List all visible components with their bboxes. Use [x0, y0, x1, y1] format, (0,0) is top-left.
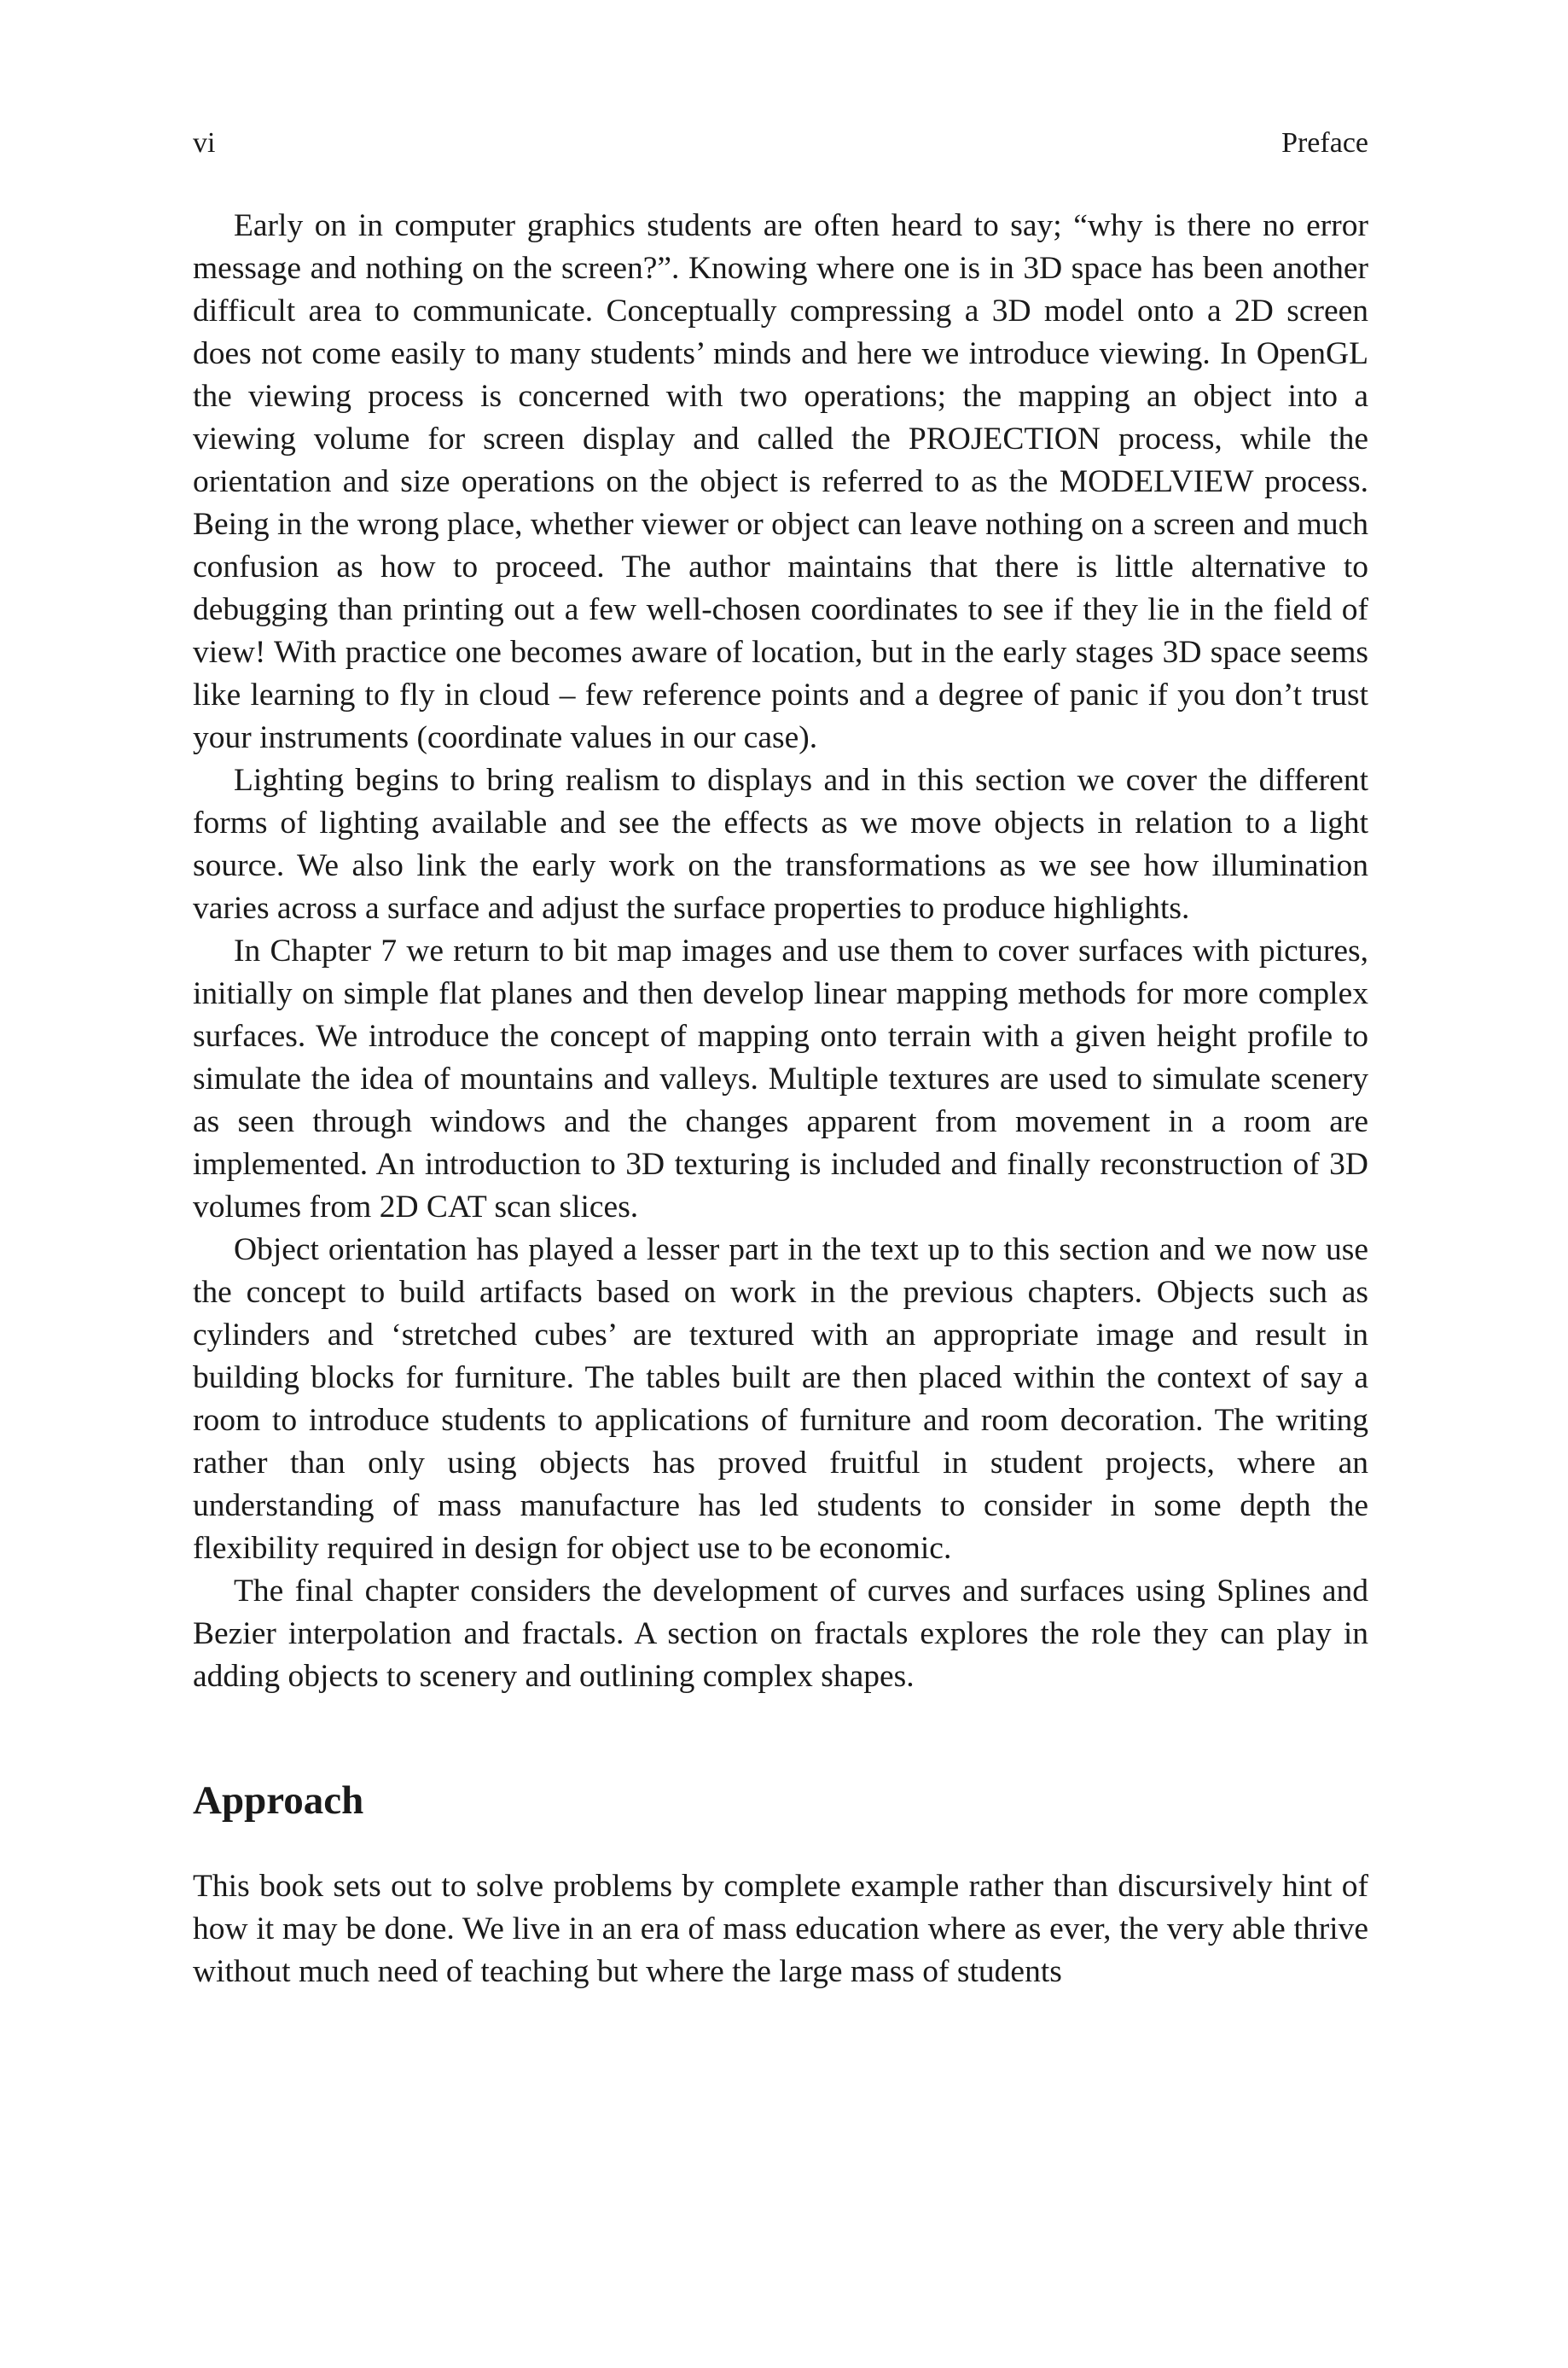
paragraph-texturing: In Chapter 7 we return to bit map images and use them to cover surfaces with pictures, initially on simple flat planes and then develop linear mapping methods for more complex surfaces. We introduce the concept of mapping onto terrain with a given height profile to simulate the idea of mountains and valleys. Multiple textures are used to simulate scenery as seen through windows and the changes apparent from movement in a room are implemented. An introduction to 3D texturing is included and finally reconstruction of 3D volumes from 2D CAT scan slices.: [193, 934, 1368, 1225]
paragraph-curves-surfaces: The final chapter considers the development of curves and surfaces using Splines and Bezier interpolation and fractals. A section on fractals explores the role they can play in adding objects to scenery and outlining complex shapes.: [193, 1574, 1368, 1694]
running-title: Preface: [1281, 127, 1368, 159]
paragraph-viewing: Early on in computer graphics students are often heard to say; “why is there no error message and nothing on the screen?”. Knowing where one is in 3D space has been another difficult area to communicate. Conceptually compressing a 3D model onto a 2D screen does not come easily to many students’ minds and here we introduce viewing. In OpenGL the viewing process is concerned with two operations; the mapping an object into a viewing volume for screen display and called the PROJECTION process, while the orientation and size operations on the object is referred to as the MODELVIEW process. Being in the wrong place, whether viewer or object can leave nothing on a screen and much confusion as how to proceed. The author maintains that there is little alternative to debugging than printing out a few well-chosen coordinates to see if they lie in the field of view! With practice one becomes aware of location, but in the early stages 3D space seems like learning to fly in cloud – few reference points and a degree of panic if you don’t trust your instruments (coordinate values in our case).: [193, 208, 1368, 755]
paragraph-lighting: Lighting begins to bring realism to displays and in this section we cover the different forms of lighting available and see the effects as we move objects in relation to a light source. We also link the early work on the transformations as we see how illumination varies across a surface and adjust the surface properties to produce highlights.: [193, 763, 1368, 926]
preface-body: [193, 205, 1368, 1993]
approach-section: [193, 1777, 1368, 1993]
section-heading: Approach: [193, 1778, 364, 1823]
paragraph-object-orientation: Object orientation has played a lesser part in the text up to this section and we now use the concept to build artifacts based on work in the previous chapters. Objects such as cylinders and ‘stretched cubes’ are textured with an appropriate image and result in building blocks for furniture. The tables built are then placed within the context of say a room to introduce students to applications of furniture and room decoration. The writing rather than only using objects has proved fruitful in student projects, where an understanding of mass manufacture has led students to consider in some depth the flexibility required in design for object use to be economic.: [193, 1232, 1368, 1566]
running-head: [193, 126, 1368, 160]
paragraph-approach: This book sets out to solve problems by complete example rather than discursively hint of how it may be done. We live in an era of mass education where as ever, the very able thrive without much need of teaching but where the large mass of students: [193, 1869, 1368, 1989]
page-number: vi: [193, 127, 216, 159]
